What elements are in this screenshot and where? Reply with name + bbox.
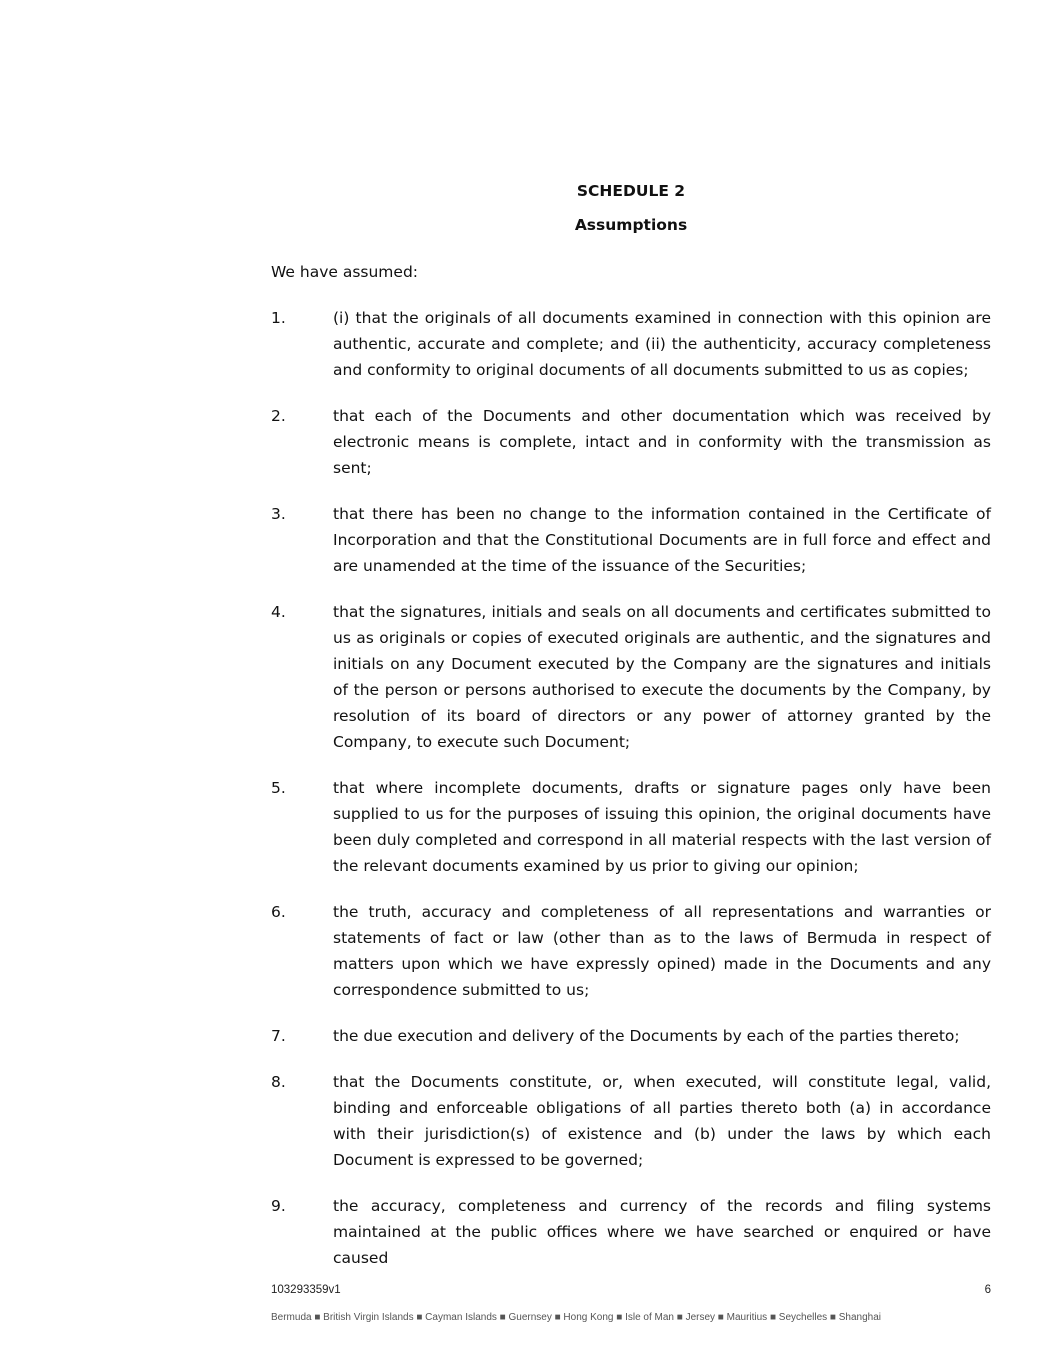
document-id: 103293359v1 (271, 1284, 341, 1296)
item-number: 6. (271, 903, 286, 921)
office-locations: Bermuda ■ British Virgin Islands ■ Cayman Islands ■ Guernsey ■ Hong Kong ■ Isle of Man ■ Jersey ■ Mauritius ■ Seychelles ■ Shanghai (271, 1312, 881, 1323)
list-item (271, 775, 991, 879)
item-text: the accuracy, completeness and currency of the records and filing systems maintained at the public offices where we have searched or enquired or have caused (333, 1197, 991, 1267)
assumptions-list (271, 305, 991, 1291)
list-item (271, 403, 991, 481)
schedule-title: SCHEDULE 2 (576, 182, 686, 200)
item-number: 5. (271, 779, 286, 797)
list-item (271, 1193, 991, 1271)
item-number: 9. (271, 1197, 286, 1215)
list-item (271, 501, 991, 579)
item-text: that the Documents constitute, or, when executed, will constitute legal, valid, binding and enforceable obligations of all parties thereto both (a) in accordance with their jurisdiction(s) of existence and (b) under the laws by which each Document is expressed to be governed; (333, 1073, 991, 1169)
item-text: that where incomplete documents, drafts or signature pages only have been supplied to us for the purposes of issuing this opinion, the original documents have been duly completed and correspond in all material respects with the last version of the relevant documents examined by us prior to giving our opinion; (333, 779, 991, 875)
item-number: 8. (271, 1073, 286, 1091)
item-number: 7. (271, 1027, 286, 1045)
list-item (271, 1069, 991, 1173)
page-number: 6 (984, 1284, 991, 1296)
intro-text: We have assumed: (271, 263, 419, 281)
item-number: 1. (271, 309, 286, 327)
item-text: that the signatures, initials and seals on all documents and certificates submitted to us as originals or copies of executed originals are authentic, and the signatures and initials on any Document executed by the Company are the signatures and initials of the person or persons authorised to execute the documents by the Company, by resolution of its board of directors or any power of attorney granted by the Company, to execute such Document; (333, 603, 991, 751)
list-item (271, 1023, 991, 1049)
list-item (271, 305, 991, 383)
item-number: 2. (271, 407, 286, 425)
item-text: the due execution and delivery of the Documents by each of the parties thereto; (333, 1027, 960, 1045)
item-number: 3. (271, 505, 286, 523)
item-text: that each of the Documents and other documentation which was received by electronic means is complete, intact and in conformity with the transmission as sent; (333, 407, 991, 477)
item-text: (i) that the originals of all documents examined in connection with this opinion are authentic, accurate and complete; and (ii) the authenticity, accuracy completeness and conformity to original documents of all documents submitted to us as copies; (333, 309, 991, 379)
item-text: the truth, accuracy and completeness of all representations and warranties or statements of fact or law (other than as to the laws of Bermuda in respect of matters upon which we have expressly opined) made in the Documents and any correspondence submitted to us; (333, 903, 991, 999)
list-item (271, 899, 991, 1003)
item-text: that there has been no change to the information contained in the Certificate of Incorporation and that the Constitutional Documents are in full force and effect and are unamended at the time of the issuance of the Securities; (333, 505, 991, 575)
section-title: Assumptions (574, 216, 688, 234)
list-item (271, 599, 991, 755)
item-number: 4. (271, 603, 286, 621)
